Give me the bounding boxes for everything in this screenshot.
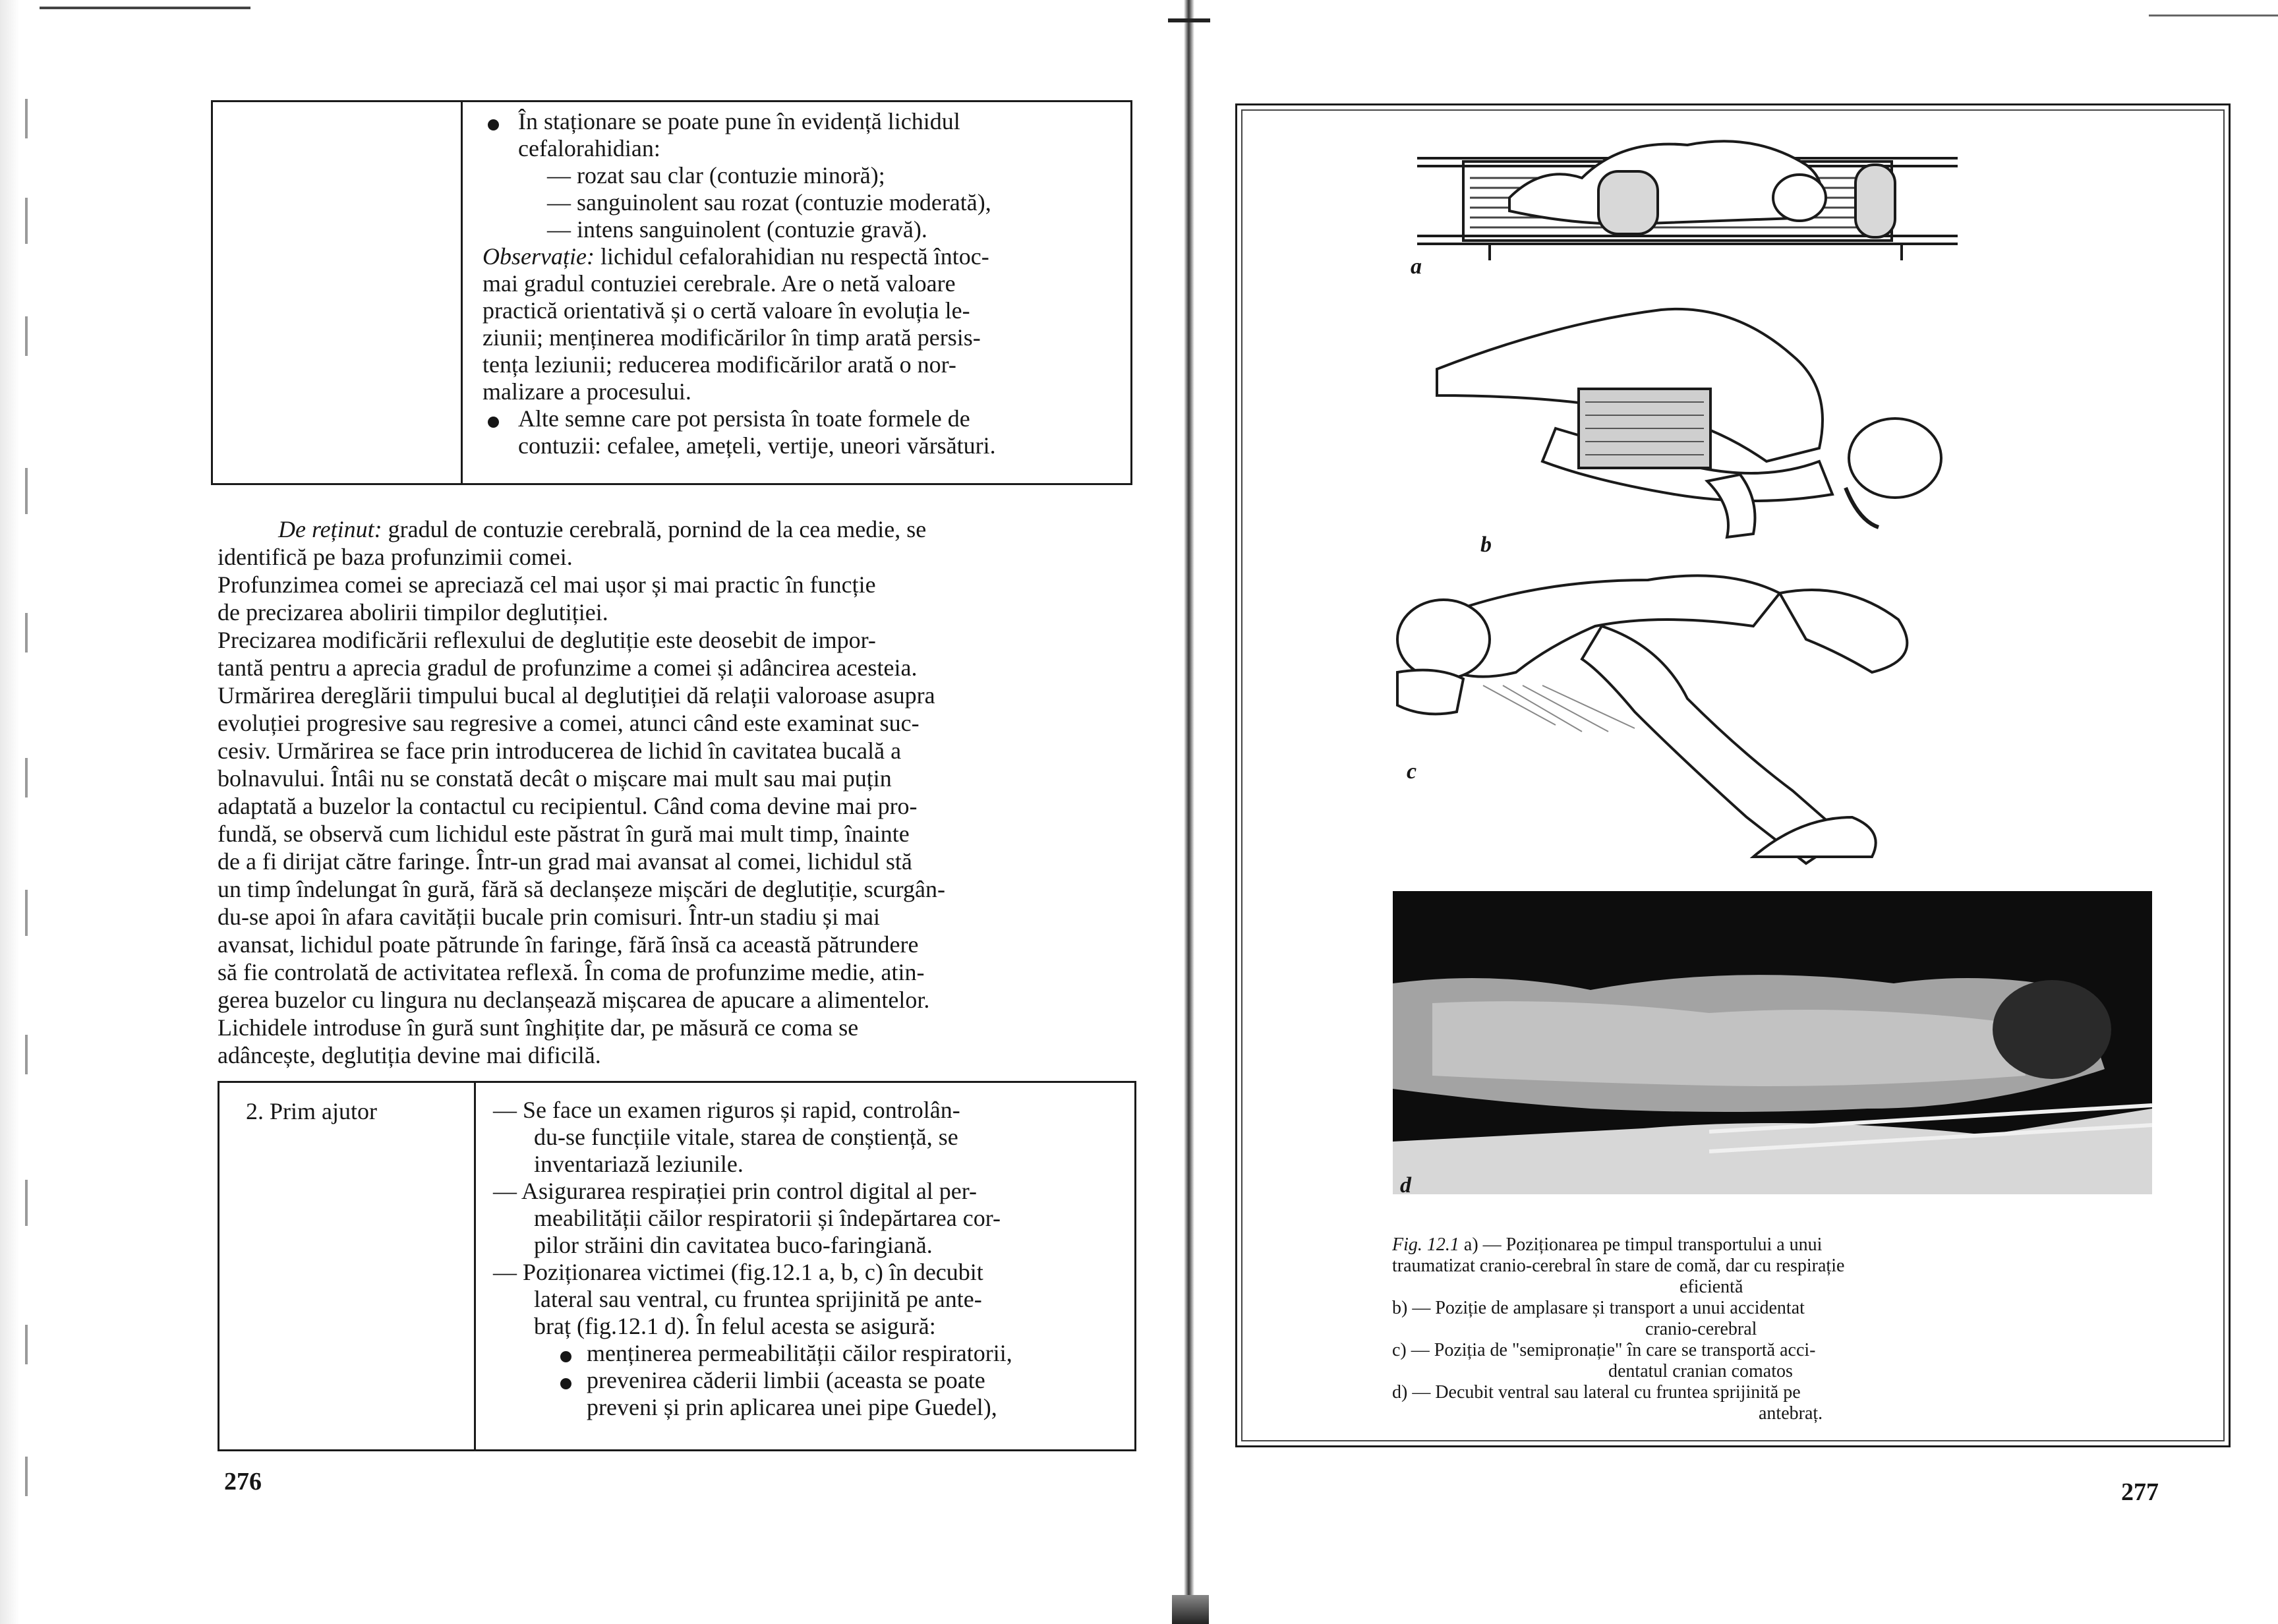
caption-line: cranio-cerebral — [1645, 1319, 1757, 1339]
ventral-decubitus-photo — [1393, 891, 2152, 1194]
text-fragment: gradul de contuzie cerebrală, pornind de la cea medie, se — [382, 516, 927, 542]
text-line: Urmărirea dereglării timpului bucal al deglutiției dă relații valoroase asupra — [218, 682, 935, 709]
text-line — [278, 515, 926, 544]
gutter-top — [1168, 0, 1210, 22]
note-label: De reținut: — [278, 516, 382, 542]
text-line: braț (fig.12.1 d). În felul acesta se asigură: — [534, 1313, 936, 1339]
text-line: avansat, lichidul poate pătrunde în faringe, fără însă ca această pătrundere — [218, 931, 919, 958]
text-line: menținerea permeabilității căilor respiratorii, — [587, 1340, 1012, 1366]
caption-line: traumatizat cranio-cerebral în stare de comă, dar cu respirație — [1392, 1256, 1845, 1276]
text-line: adaptată a buzelor la contactul cu recipientul. Când coma devine mai pro- — [218, 793, 918, 819]
margin-marks — [25, 99, 32, 1549]
text-line: gerea buzelor cu lingura nu declanșează mișcarea de apucare a alimentelor. — [218, 987, 930, 1013]
scan-edge-line — [2149, 14, 2278, 16]
column-divider — [461, 102, 463, 483]
semipronation-illustration — [1384, 540, 1964, 870]
page-number-right: 277 — [2121, 1478, 2159, 1506]
gutter-bottom — [1172, 1595, 1209, 1624]
row-label: 2. Prim ajutor — [246, 1098, 377, 1124]
scan-edge-line — [40, 7, 250, 9]
text-line: — rozat sau clar (contuzie minoră); — [547, 162, 885, 188]
text-line: tantă pentru a aprecia gradul de profunzime a comei și adâncirea acesteia. — [218, 654, 918, 681]
text-line: adâncește, deglutiția devine mai dificilă. — [218, 1042, 601, 1068]
text-line: Profunzimea comei se apreciază cel mai ușor și mai practic în funcție — [218, 571, 876, 598]
text-line: — intens sanguinolent (contuzie gravă). — [547, 216, 927, 243]
caption-line: d) — Decubit ventral sau lateral cu fruntea sprijinită pe — [1392, 1382, 1801, 1403]
text-line: de a fi dirijat către faringe. Într-un grad mai avansat al comei, lichidul stă — [218, 848, 912, 875]
text-line: — Asigurarea respirației prin control digital al per- — [493, 1178, 978, 1204]
text-line: preveni și prin aplicarea unei pipe Guedel), — [587, 1394, 997, 1420]
bullet-icon — [488, 119, 499, 130]
caption-line: dentatul cranian comatos — [1608, 1361, 1793, 1381]
text-line: cesiv. Urmărirea se face prin introducerea de lichid în cavitatea bucală a — [218, 738, 902, 764]
observation-label: Observație: — [482, 243, 595, 270]
text-line: Alte semne care pot persista în toate formele de — [518, 405, 970, 432]
column-divider — [474, 1083, 476, 1449]
bullet-icon — [488, 417, 499, 428]
caption-line: antebraț. — [1759, 1403, 1823, 1424]
text-line: bolnavului. Întâi nu se constată decât o mișcare mai mult sau mai puțin — [218, 765, 892, 792]
caption-line: b) — Poziție de amplasare și transport a unui accidentat — [1392, 1298, 1805, 1318]
text-line: pilor străini din cavitatea buco-faringiană. — [534, 1232, 933, 1258]
text-fragment: lichidul cefalorahidian nu respectă întoc- — [594, 243, 989, 270]
figure-letter-a: a — [1411, 254, 1422, 279]
text-line: cefalorahidian: — [518, 135, 660, 161]
text-line: — Se face un examen riguros și rapid, controlân- — [493, 1097, 960, 1123]
stretcher-illustration — [1411, 125, 1964, 277]
figure-letter-c: c — [1407, 759, 1417, 784]
page-edge-shadow — [0, 0, 20, 1624]
figure-letter-d: d — [1400, 1173, 1411, 1198]
text-line: — sanguinolent sau rozat (contuzie moderată), — [547, 189, 991, 216]
figure-letter-b: b — [1480, 533, 1492, 557]
bullet-icon — [560, 1351, 571, 1362]
text-line: Precizarea modificării reflexului de deglutiție este deosebit de impor- — [218, 627, 876, 653]
text-line: contuzii: cefalee, amețeli, vertije, uneori vărsături. — [518, 432, 996, 459]
text-line: malizare a procesului. — [482, 378, 691, 405]
text-fragment: a) — Poziționarea pe timpul transportului a unui — [1459, 1234, 1823, 1255]
text-line: tența leziunii; reducerea modificărilor arată o nor- — [482, 351, 956, 378]
text-line: practică orientativă și o certă valoare în evoluția le- — [482, 297, 970, 324]
lateral-position-illustration — [1424, 297, 1971, 547]
text-line: Lichidele introduse în gură sunt înghițite dar, pe măsură ce coma se — [218, 1014, 859, 1041]
text-line: — Poziționarea victimei (fig.12.1 a, b, c) în decubit — [493, 1259, 983, 1285]
text-line: să fie controlată de activitatea reflexă. În coma de profunzime medie, atin- — [218, 959, 925, 985]
text-line: du-se funcțiile vitale, starea de conștiență, se — [534, 1124, 958, 1150]
page-number-left: 276 — [224, 1468, 262, 1495]
caption-line: eficientă — [1679, 1277, 1743, 1297]
bullet-icon — [560, 1378, 571, 1389]
text-line: fundă, se observă cum lichidul este păstrat în gură mai mult timp, înainte — [218, 821, 910, 847]
text-line: de precizarea abolirii timpilor deglutiției. — [218, 599, 608, 625]
text-line: evoluției progresive sau regresive a comei, atunci când este examinat suc- — [218, 710, 920, 736]
text-line — [482, 243, 989, 270]
text-line: lateral sau ventral, cu fruntea sprijinită pe ante- — [534, 1286, 982, 1312]
text-line: du-se apoi în afara cavității bucale prin comisuri. Într-un stadiu și mai — [218, 904, 880, 930]
text-line: În staționare se poate pune în evidență lichidul — [518, 108, 960, 134]
book-gutter — [1184, 0, 1194, 1624]
text-line: identifică pe baza profunzimii comei. — [218, 544, 573, 570]
caption-line: c) — Poziția de "semipronație" în care se transportă acci- — [1392, 1340, 1816, 1360]
caption-line — [1392, 1234, 1822, 1256]
caption-fig-label: Fig. 12.1 — [1392, 1234, 1459, 1255]
text-line: ziunii; menținerea modificărilor în timp arată persis- — [482, 324, 981, 351]
text-line: prevenirea căderii limbii (aceasta se poate — [587, 1367, 985, 1393]
text-line: inventariază leziunile. — [534, 1151, 744, 1177]
text-line: meabilității căilor respiratorii și îndepărtarea cor- — [534, 1205, 1001, 1231]
text-line: mai gradul contuziei cerebrale. Are o netă valoare — [482, 270, 956, 297]
text-line: un timp îndelungat în gură, fără să declanșeze mișcări de deglutiție, scurgân- — [218, 876, 945, 902]
